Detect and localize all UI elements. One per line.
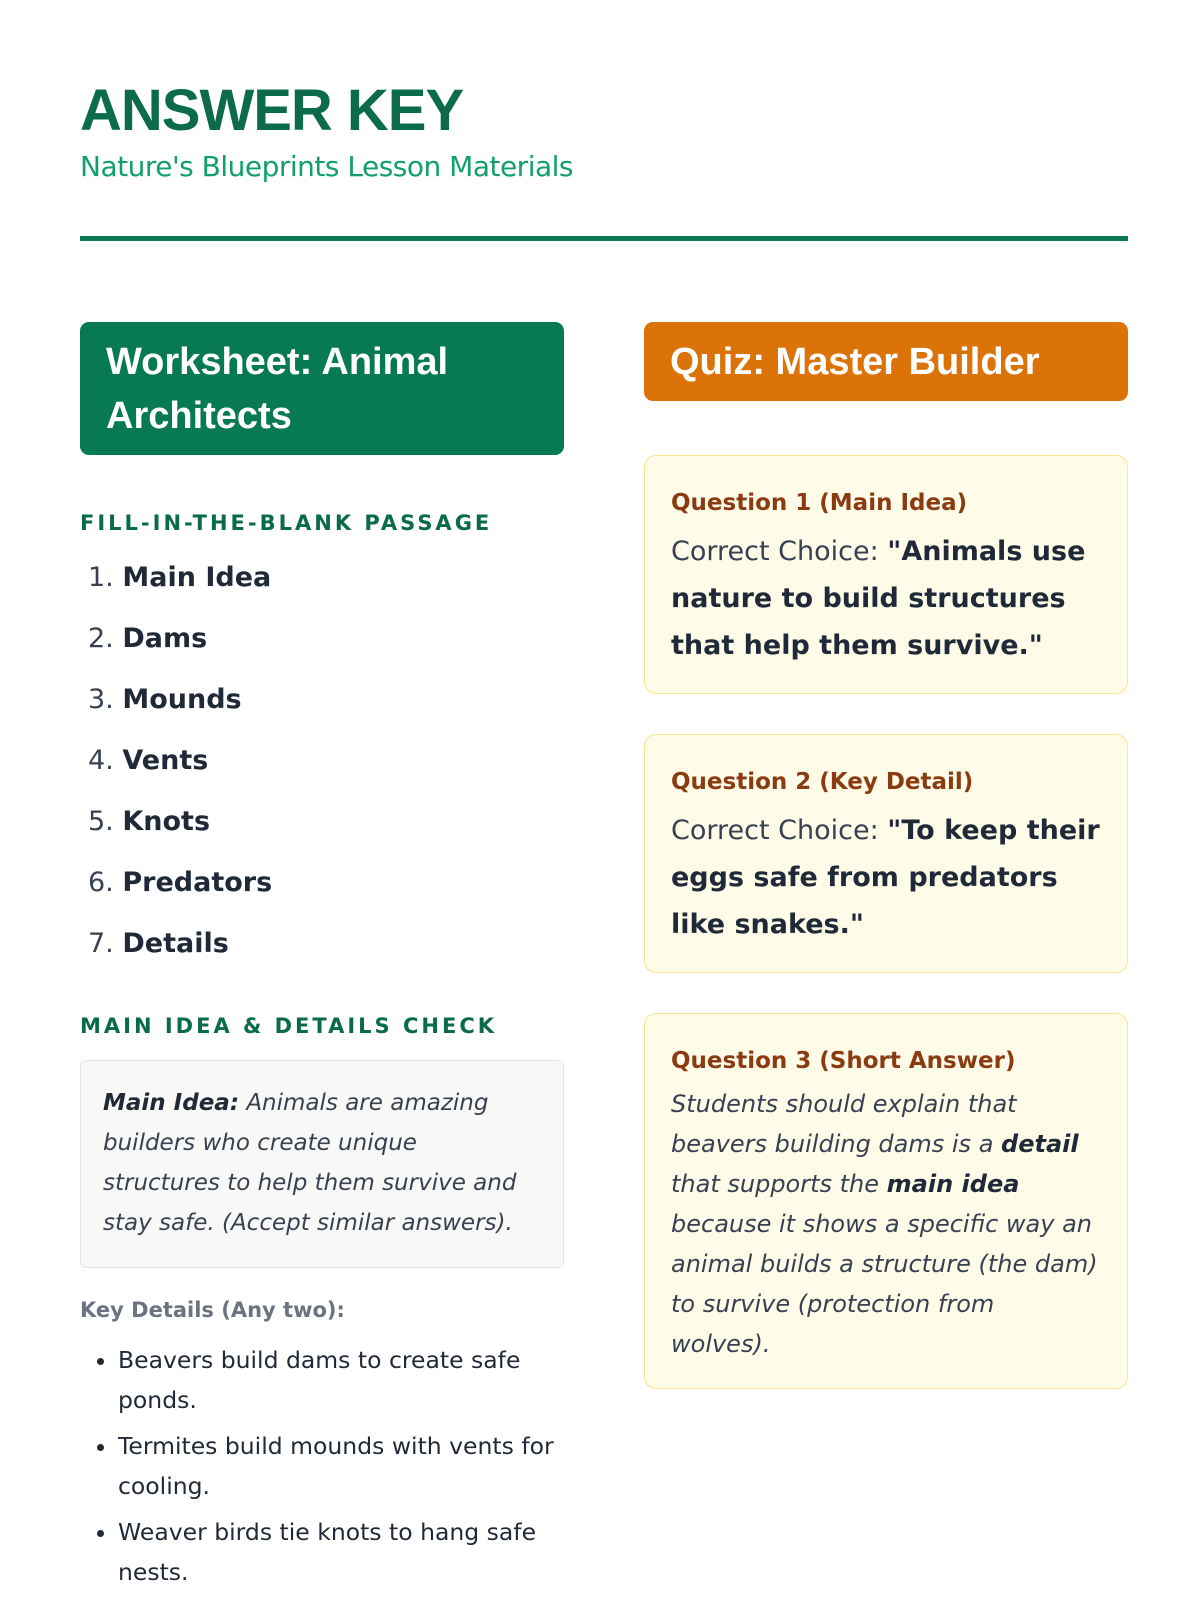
blank-number: 4. bbox=[88, 745, 114, 776]
key-details-list bbox=[80, 1340, 564, 1592]
worksheet-column bbox=[80, 322, 564, 1598]
header bbox=[80, 78, 1120, 183]
short-answer-emphasis: main idea bbox=[886, 1170, 1020, 1198]
blank-word: Main Idea bbox=[122, 562, 272, 593]
quiz-column bbox=[644, 322, 1128, 1389]
worksheet-banner: Worksheet: Animal Architects bbox=[80, 322, 564, 455]
short-answer-part: that supports the bbox=[671, 1170, 880, 1198]
blank-word: Vents bbox=[122, 745, 209, 776]
blank-answer bbox=[88, 547, 564, 608]
blank-number: 5. bbox=[88, 806, 114, 837]
question-card-3 bbox=[644, 1013, 1128, 1389]
blank-answer bbox=[88, 913, 564, 974]
main-idea-check-heading: MAIN IDEA & DETAILS CHECK bbox=[80, 1014, 497, 1038]
blank-number: 7. bbox=[88, 928, 114, 959]
key-details-label: Key Details (Any two): bbox=[80, 1298, 345, 1322]
question-card-1 bbox=[644, 455, 1128, 694]
page-title: ANSWER KEY bbox=[80, 78, 464, 143]
blank-answer bbox=[88, 730, 564, 791]
answer-prefix: Correct Choice: bbox=[671, 815, 879, 846]
short-answer-text bbox=[671, 1084, 1101, 1364]
blank-word: Predators bbox=[122, 867, 273, 898]
question-card-2 bbox=[644, 734, 1128, 973]
question-answer bbox=[671, 528, 1101, 669]
blank-number: 6. bbox=[88, 867, 114, 898]
main-idea-label: Main Idea: bbox=[103, 1090, 240, 1116]
answer-choice: "Animals use nature to build structures that help them survive." bbox=[671, 536, 1086, 661]
fill-in-blank-heading: FILL-IN-THE-BLANK PASSAGE bbox=[80, 511, 493, 535]
blank-answers-list bbox=[80, 547, 564, 974]
blank-answer bbox=[88, 608, 564, 669]
blank-word: Dams bbox=[122, 623, 208, 654]
short-answer-emphasis: detail bbox=[1001, 1130, 1079, 1158]
key-detail-item: • Termites build mounds with vents for cooling. bbox=[118, 1426, 564, 1506]
blank-answer bbox=[88, 852, 564, 913]
blank-answer bbox=[88, 669, 564, 730]
main-idea-box bbox=[80, 1060, 564, 1268]
page-subtitle: Nature's Blueprints Lesson Materials bbox=[80, 150, 573, 183]
short-answer-part: Students should explain that beavers building dams is a bbox=[671, 1090, 1017, 1158]
blank-word: Knots bbox=[122, 806, 211, 837]
quiz-banner: Quiz: Master Builder bbox=[644, 322, 1128, 401]
short-answer-part: because it shows a specific way an animal builds a structure (the dam) to survive (protection from wolves). bbox=[671, 1210, 1098, 1358]
blank-answer bbox=[88, 791, 564, 852]
answer-choice: "To keep their eggs safe from predators like snakes." bbox=[671, 815, 1100, 940]
answer-prefix: Correct Choice: bbox=[671, 536, 879, 567]
blank-number: 1. bbox=[88, 562, 114, 593]
question-answer bbox=[671, 807, 1101, 948]
blank-number: 3. bbox=[88, 684, 114, 715]
main-idea-text: Animals are amazing builders who create unique structures to help them survive and stay safe. (Accept similar answers). bbox=[103, 1090, 517, 1236]
blank-word: Details bbox=[122, 928, 229, 959]
blank-number: 2. bbox=[88, 623, 114, 654]
question-label: Question 2 (Key Detail) bbox=[671, 769, 974, 795]
question-label: Question 3 (Short Answer) bbox=[671, 1048, 1016, 1074]
blank-word: Mounds bbox=[122, 684, 242, 715]
key-detail-item: • Beavers build dams to create safe ponds. bbox=[118, 1340, 564, 1420]
key-detail-item: • Weaver birds tie knots to hang safe nests. bbox=[118, 1512, 564, 1592]
header-divider bbox=[80, 236, 1128, 241]
question-label: Question 1 (Main Idea) bbox=[671, 490, 968, 516]
